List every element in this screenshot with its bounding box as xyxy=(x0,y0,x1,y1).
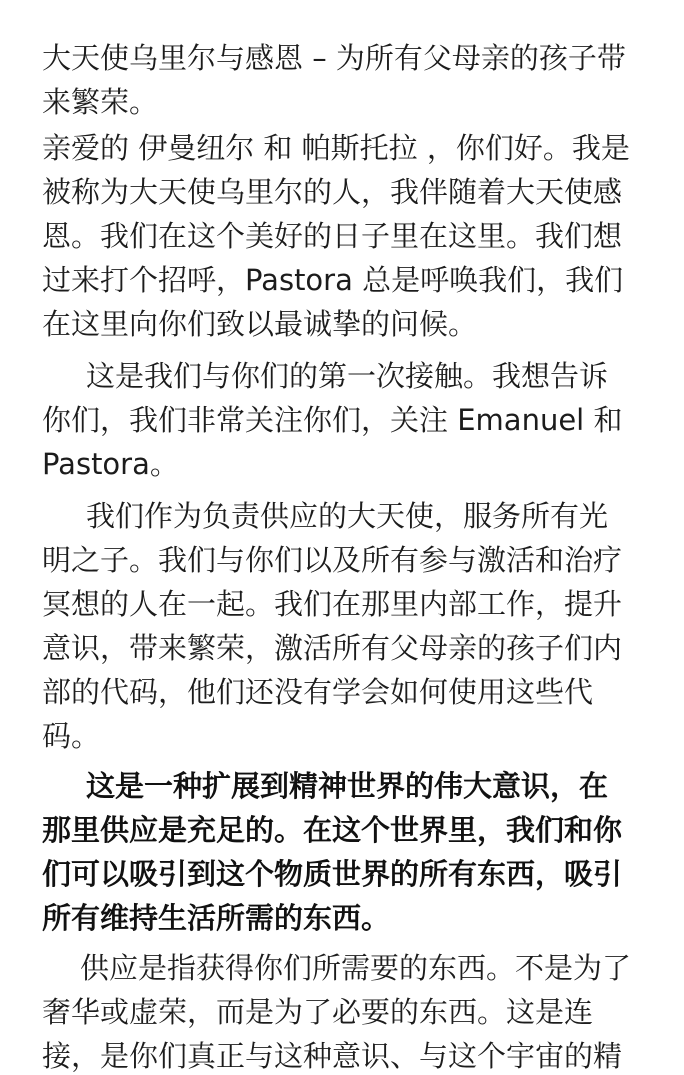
paragraph-4-line-1: 这是一种扩展到精神世界的伟大意识，在 xyxy=(86,769,609,803)
paragraph-5-line-2: 奢华或虚荣，而是为了必要的东西。这是连 xyxy=(42,995,594,1029)
paragraph-1-line-5: 在这里向你们致以最诚挚的问候。 xyxy=(42,307,478,341)
paragraph-3-line-2: 明之子。我们与你们以及所有参与激活和治疗 xyxy=(42,543,623,577)
document-title-line-1: 大天使乌里尔与感恩 – 为所有父母亲的孩子带 xyxy=(42,41,626,75)
paragraph-1-line-2: 被称为大天使乌里尔的人，我伴随着大天使感 xyxy=(42,175,623,209)
paragraph-5-line-3: 接，是你们真正与这种意识、与这个宇宙的精 xyxy=(42,1039,623,1073)
paragraph-3-line-4: 意识，带来繁荣，激活所有父母亲的孩子们内 xyxy=(42,631,623,665)
paragraph-2-line-3: Pastora。 xyxy=(42,447,179,481)
paragraph-2-line-1: 这是我们与你们的第一次接触。我想告诉 xyxy=(86,359,609,393)
document-title-line-2: 来繁荣。 xyxy=(42,85,159,119)
paragraph-5-line-1: 供应是指获得你们所需要的东西。不是为了 xyxy=(80,951,632,985)
paragraph-4-line-3: 们可以吸引到这个物质世界的所有东西，吸引 xyxy=(42,857,623,891)
paragraph-1-line-4: 过来打个招呼，Pastora 总是呼唤我们，我们 xyxy=(42,263,624,297)
paragraph-3-line-1: 我们作为负责供应的大天使，服务所有光 xyxy=(86,499,609,533)
paragraph-1-line-1: 亲爱的 伊曼纽尔 和 帕斯托拉 ，你们好。我是 xyxy=(42,131,630,165)
paragraph-1-line-3: 恩。我们在这个美好的日子里在这里。我们想 xyxy=(42,219,623,253)
paragraph-2-line-2: 你们，我们非常关注你们，关注 Emanuel 和 xyxy=(42,403,623,437)
paragraph-3-line-3: 冥想的人在一起。我们在那里内部工作，提升 xyxy=(42,587,623,621)
paragraph-3-line-6: 码。 xyxy=(42,719,101,753)
paragraph-3-line-5: 部的代码，他们还没有学会如何使用这些代 xyxy=(42,675,594,709)
paragraph-4-line-4: 所有维持生活所需的东西。 xyxy=(42,901,391,935)
paragraph-4-line-2: 那里供应是充足的。在这个世界里，我们和你 xyxy=(42,813,623,847)
